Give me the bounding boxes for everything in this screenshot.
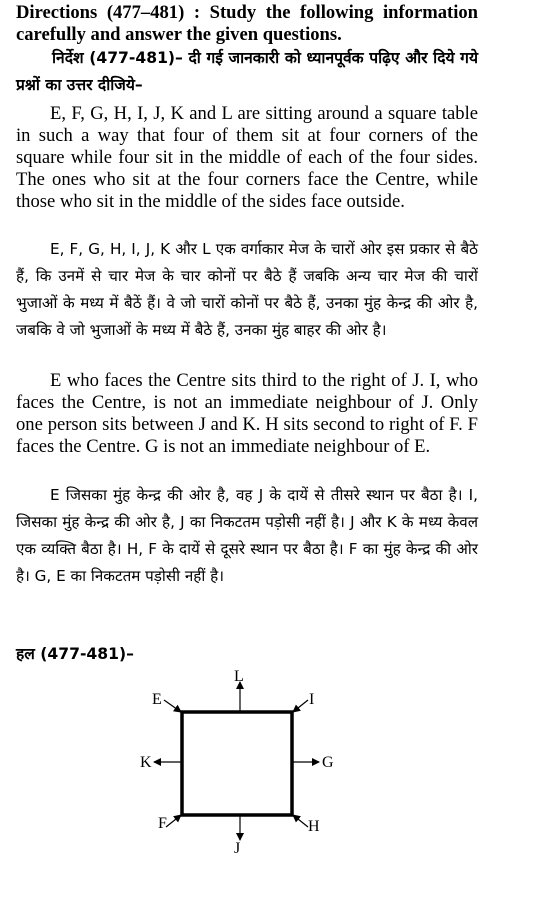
arrow-bottom-left [166, 815, 181, 827]
paragraph-1-hindi: E, F, G, H, I, J, K और L एक वर्गाकार मेज के चारों ओर इस प्रकार से बैठे हैं, कि उनमें से चार मेज के चार कोनों पर बैठे हैं जबकि अन्य चार मेज की चारों भुजाओं के मध्य में बैठें हैं। वे जो चारों कोनों पर बैठे हैं, उनका मुंह केन्द्र की ओर है, जबकि वे जो भुजाओं के मध्य में बैठे हैं, उनका मुंह बाहर की ओर है। [16, 240, 478, 339]
solution-heading: हल (477-481)– [16, 645, 134, 663]
paragraph-1-english: E, F, G, H, I, J, K and L are sitting around a square table in such a way that four of them sit at four corners of the square while four sit in the middle of each of the four sides. The ones who sit at the four corners face the Centre, while those who sit in the middle of the sides face outside. [16, 103, 478, 212]
arrow-bottom-right [293, 815, 308, 827]
label-right: G [322, 754, 334, 771]
directions-english: Directions (477–481) : Study the following information carefully and answer the given questions. [16, 2, 478, 45]
square-table [182, 712, 292, 815]
arrow-top-right [293, 700, 308, 712]
paragraph-2-english: E who faces the Centre sits third to the right of J. I, who faces the Centre, is not an immediate neighbour of J. Only one person sits between J and K. H sits second to right of F. F faces the Centre. G is not an immediate neighbour of E. [16, 370, 478, 457]
label-top-right: I [309, 691, 315, 708]
label-bottom-left: F [158, 815, 167, 832]
arrow-top-left [164, 700, 181, 712]
label-left: K [140, 754, 152, 771]
label-bottom: J [234, 840, 241, 857]
paragraph-2-hindi: E जिसका मुंह केन्द्र की ओर है, वह J के दायें से तीसरे स्थान पर बैठा है। I, जिसका मुंह केन्द्र की ओर है, J का निकटतम पड़ोसी नहीं है। J और K के मध्य केवल एक व्यक्ति बैठा है। H, F के दायें से दूसरे स्थान पर बैठा है। F का मुंह केन्द्र की ओर है। G, E का निकटतम पड़ोसी नहीं है। [16, 486, 478, 585]
directions-hindi: निर्देश (477-481)– दी गई जानकारी को ध्यानपूर्वक पढ़िए और दिये गये प्रश्नों का उत्तर दीजिये– [16, 49, 478, 94]
label-bottom-right: H [308, 818, 320, 835]
label-top: L [234, 668, 244, 685]
label-top-left: E [152, 691, 162, 708]
seating-diagram [120, 662, 360, 862]
